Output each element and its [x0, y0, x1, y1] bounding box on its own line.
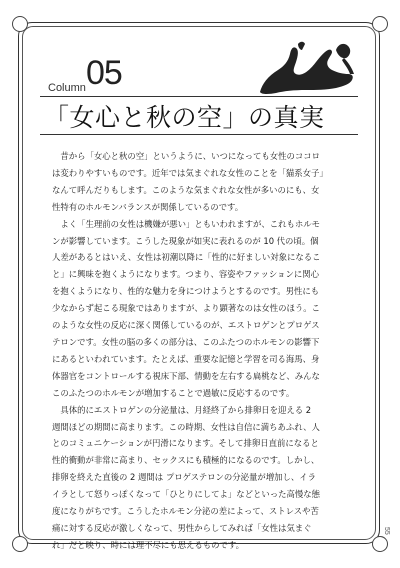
text-line: イラとして怒りっぽくなって「ひとりにしてよ」などといった高慢な態 — [52, 489, 320, 500]
reclining-woman-silhouette-icon — [244, 40, 362, 98]
text-line: を抱くようになり、性的な魅力を身につけようとするのです。男性にも — [52, 286, 320, 297]
text-line: とのコミュニケーションが円滑になります。そして排卵日直前になると — [52, 438, 319, 449]
page-number: 55 — [383, 527, 390, 535]
corner-ornament-top-left — [12, 16, 28, 32]
text-line: 少なからず起こる現象ではありますが、より顕著なのは女性のほう。こ — [52, 303, 320, 314]
corner-ornament-top-right — [372, 16, 388, 32]
text-line: ンが影響しています。こうした現象が如実に表れるのが 10 代の頃。個 — [52, 235, 319, 246]
title-rule-top — [40, 96, 358, 97]
text-line: と」に興味を抱くようになります。つまり、容姿やファッションに関心 — [52, 269, 319, 280]
text-line: 体器官をコントロールする視床下部、情動を左右する扁桃など、みんな — [52, 370, 320, 381]
corner-ornament-bottom-right — [372, 536, 388, 552]
paragraph-2 — [52, 216, 352, 402]
paragraph-1 — [52, 148, 352, 216]
text-line: 週間ほどの期間に高まります。この時期、女性は自信に満ちあふれ、人 — [52, 421, 320, 432]
text-line: テロンです。女性の脳の多くの部分は、このふたつのホルモンの影響下 — [52, 336, 320, 347]
text-line: 痛に対する反応が激しくなって、男性からしてみれば「女性は気まぐ — [52, 522, 312, 533]
text-line: このふたつのホルモンが増加することで過敏に反応するのです。 — [52, 387, 295, 398]
column-label: Column — [48, 82, 86, 94]
title-rule-bottom — [40, 134, 358, 135]
text-line: 昔から「女心と秋の空」というように、いつになっても女性のココロ — [52, 151, 320, 161]
text-line: 排卵を終えた直後の 2 週間は プロゲステロンの分泌量が増加し、イラ — [52, 472, 317, 483]
body-text — [52, 148, 352, 554]
text-line: 人差があるとはいえ、女性は初潮以降に「性的に好ましい対象になるこ — [52, 252, 321, 263]
text-line: 性的衝動が非常に高まり、セックスにも積極的になるのです。しかし、 — [52, 455, 320, 466]
page-title: 「女心と秋の空」の真実 — [44, 103, 325, 132]
text-line: なんて呼んだりもします。このような気まぐれな女性が多いのにも、女 — [52, 184, 320, 195]
text-line: よく「生理前の女性は機嫌が悪い」ともいわれますが、これもホルモ — [52, 218, 320, 229]
column-number: 05 — [86, 54, 122, 92]
text-line: 度になりがちです。こうしたホルモン分泌の差によって、ストレスや苦 — [52, 506, 319, 517]
corner-ornament-bottom-left — [12, 536, 28, 552]
text-line: のような女性の反応に深く関係しているのが、エストロゲンとプロゲス — [52, 320, 320, 331]
text-line: は変わりやすいものです。近年では気まぐれな女性のことを「猫系女子」 — [52, 167, 328, 178]
paragraph-3 — [52, 402, 352, 554]
text-line: 具体的にエストロゲンの分泌量は、月経終了から排卵日を迎える 2 — [52, 404, 312, 415]
text-line: 性特有のホルモンバランスが関係しているのです。 — [52, 201, 244, 212]
text-line: れ」だと映り、時には理不尽にも思えるものです。 — [52, 539, 244, 550]
text-line: にあるといわれています。たとえば、重要な記憶と学習を司る海馬、身 — [52, 353, 320, 364]
